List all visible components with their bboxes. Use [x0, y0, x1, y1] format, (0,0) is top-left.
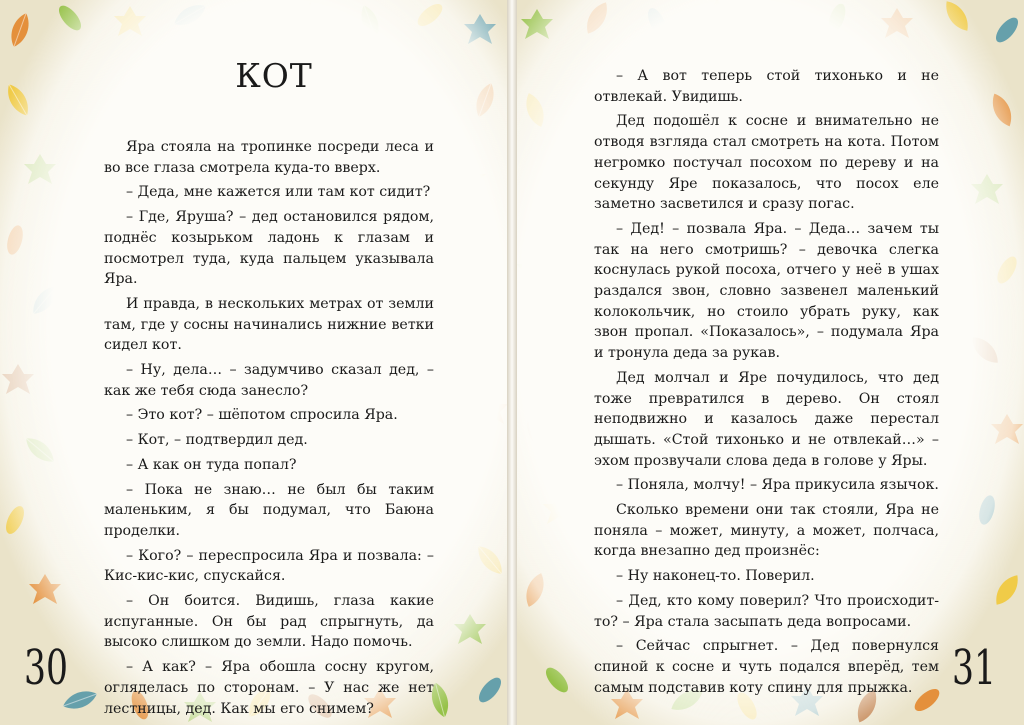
paragraph: Дед молчал и Яре почудилось, что дед тоже превратился в дерево. Он стоял неподвижно и казалось даже перестал дышать. «Стой тихонько и не отвлекай…» – эхом прозвучали слова деда в голове у Яры. — [594, 369, 939, 469]
left-page — [0, 0, 507, 725]
paragraph: – А как? – Яра обошла сосну кругом, огляделась по сторонам. – У нас же нет лестницы, дед. Как мы его снимем? — [104, 659, 434, 717]
paragraph: – А как он туда попал? — [126, 456, 297, 473]
paragraph: Яра стояла на тропинке посреди леса и во все глаза смотрела куда-то вверх. — [104, 139, 434, 176]
paragraph: И правда, в нескольких метрах от земли там, где у сосны начинались нижние ветки сидел кот. — [104, 295, 434, 354]
paragraph: – Где, Яруша? – дед остановился рядом, поднёс козырьком ладонь к глазам и посмотрел туда, куда пальцем указывала Яра. — [104, 209, 434, 288]
paragraph: Дед подошёл к сосне и внимательно не отводя взгляда стал смотреть на кота. Потом негромко постучал посохом по дереву и на секунду Яре показалось, что посох еле заметно засветился и сразу погас. — [594, 113, 939, 213]
paragraph: – Пока не знаю… не был бы таким маленьким, я бы подумал, что Баюна проделки. — [104, 481, 434, 539]
paragraph: – Это кот? – шёпотом спросила Яра. — [126, 407, 398, 424]
paragraph: – Поняла, молчу! – Яра прикусила язычок. — [616, 477, 939, 494]
paragraph: – Он боится. Видишь, глаза какие испуганные. Он бы рад спрыгнуть, да высоко слишком до земли. Надо помочь. — [104, 593, 434, 651]
paragraph: – Ну, дела… – задумчиво сказал дед, – как же тебя сюда занесло? — [104, 362, 434, 399]
right-page-text — [594, 66, 939, 702]
paragraph: – А вот теперь стой тихонько и не отвлекай. Увидишь. — [594, 68, 939, 105]
book-gutter — [507, 0, 517, 725]
paragraph: – Кот, – подтвердил дед. — [126, 432, 308, 449]
right-page — [517, 0, 1024, 725]
page-number: 31 — [952, 640, 996, 696]
page-number: 30 — [24, 640, 68, 696]
paragraph: – Ну наконец-то. Поверил. — [616, 568, 815, 585]
paragraph: – Деда, мне кажется или там кот сидит? — [126, 184, 431, 201]
paragraph: – Сейчас спрыгнет. – Дед повернулся спиной к сосне и чуть подался вперёд, тем самым подставив коту спину для прыжка. — [594, 638, 939, 696]
paragraph: Сколько времени они так стояли, Яра не поняла – может, минуту, а может, полчаса, когда внезапно дед произнёс: — [594, 502, 939, 560]
paragraph: – Дед, кто кому поверил? Что происходит-то? – Яра стала засыпать деда вопросами. — [594, 592, 939, 630]
left-page-text — [104, 137, 434, 723]
paragraph: – Дед! – позвала Яра. – Деда… зачем ты так на него смотришь? – девочка слегка коснулась рукой посоха, отчего у неё в ушах раздался звон, словно зазвенел маленький колокольчик, но стоило убрать руку, как звон пропал. «Показалось», – подумала Яра и тронула деда за рукав. — [594, 220, 939, 362]
paragraph: – Кого? – переспросила Яра и позвала: – Кис-кис-кис, спускайся. — [104, 547, 434, 585]
chapter-title: КОТ — [235, 56, 313, 95]
